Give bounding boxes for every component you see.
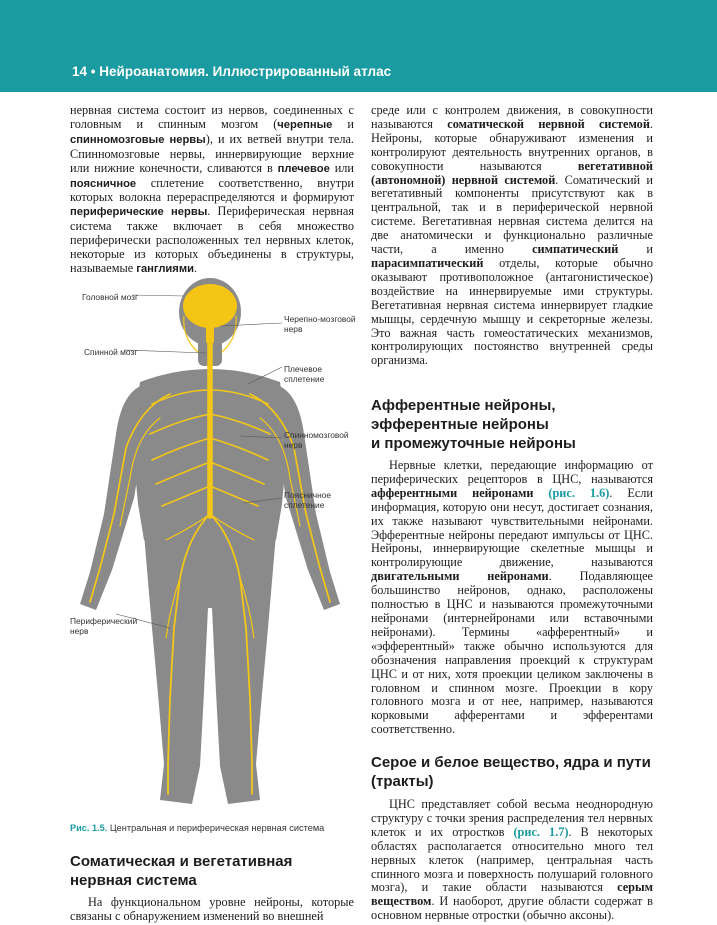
somatic-body	[70, 896, 354, 924]
text-run: вегетативной (автономной) нервной системой	[371, 158, 653, 187]
text-run: отделы, которые обычно оказывают противоположное (антагонистическое) воздействие на иннервируемые ими структуры. Вегетативная нервная система иннервирует гладкие мышцы, сердечную мышцу и секреторные железы. Это важная часть гомеостатических механизмов, контролирующих постоянство внутренней среды организма.	[371, 255, 653, 368]
text-run: (рис. 1.6)	[548, 485, 610, 500]
nervous-system-figure	[70, 278, 360, 818]
heading-afferent-line2: эфферентные нейроны	[371, 416, 549, 433]
text-run: афферентными нейронами	[371, 485, 534, 500]
text-run: ), и их ветвей внутри тела. Спинномозговые нервы, иннервирующие верхние или нижние конечности, сливаются в	[70, 131, 354, 175]
text-run: периферические нервы	[70, 206, 208, 219]
label-peripheral-nerve: Периферический нерв	[70, 616, 138, 636]
text-run: симпатический	[532, 242, 619, 257]
text-run: сплетение соответственно, внутри которых волокна перераспределяются и формируют	[70, 175, 354, 205]
afferent-body	[371, 459, 653, 737]
text-run: соматической нервной системой	[447, 116, 650, 131]
text-run: плечевое	[277, 162, 330, 175]
text-run: парасимпатический	[371, 255, 484, 270]
heading-afferent-line1: Афферентные нейроны,	[371, 397, 556, 414]
caption-number: Рис. 1.5.	[70, 823, 108, 833]
intro-paragraph	[70, 104, 354, 277]
heading-grey-line2: (тракты)	[371, 773, 434, 790]
page-number: 14	[72, 64, 88, 79]
somatic-paragraph	[70, 896, 354, 924]
text-run: нервная система состоит из нервов, соединенных с головным и спинным мозгом (	[70, 103, 354, 131]
heading-afferent	[371, 396, 576, 453]
text-run: . Нейроны, которые обнаруживают изменения и контролируют деятельность внутренних органов, в совокупности называются	[371, 116, 653, 173]
label-spinal-cord: Спинной мозг	[84, 347, 138, 357]
running-header	[72, 64, 391, 79]
page-header	[0, 0, 717, 92]
text-run: Нервные клетки, передающие информацию от периферических рецепторов в ЦНС, называются	[371, 458, 653, 486]
heading-somatic-line1: Соматическая и вегетативная	[70, 853, 293, 870]
label-brachial-plexus: Плечевое сплетение	[284, 364, 325, 384]
text-run: поясничное	[70, 177, 137, 190]
text-run: черепные	[277, 118, 333, 131]
heading-grey-white	[371, 753, 651, 791]
body-illustration	[70, 278, 360, 818]
text-run: среде или с контролем движения, в совокупности называются	[371, 103, 653, 131]
text-run: . Соматический и вегетативный компоненты присутствуют как в центральной, так и в периферической нервной системе. Вегетативная нервная система делится на две анатомически и функционально различные части, а именно	[371, 172, 653, 257]
label-spinal-nerve: Спинномозговой нерв	[284, 430, 349, 450]
label-cranial-nerve: Черепно-мозговой нерв	[284, 314, 356, 334]
text-run: и	[332, 116, 354, 131]
heading-somatic-line2: нервная система	[70, 872, 197, 889]
heading-somatic	[70, 852, 292, 890]
text-run: спинномозговые нервы	[70, 133, 206, 146]
left-column-intro	[70, 104, 354, 277]
text-run: . Если информация, которую они несут, достигает сознания, их также называют чувствительными нейронами. Эфферентные нейроны передают импульсы от ЦНС. Нейроны, иннервирующие скелетные мышцы и контролирующие движение, называются	[371, 485, 654, 570]
caption-text: Центральная и периферическая нервная система	[109, 823, 325, 833]
header-bullet: •	[90, 64, 96, 79]
text-run: или	[329, 160, 354, 175]
label-brain: Головной мозг	[82, 292, 139, 302]
text-run: .	[193, 260, 198, 275]
text-run: и	[618, 242, 653, 257]
text-run: . Подавляющее большинство нейронов, однако, расположены полностью в ЦНС и называются промежуточными нейронами (интернейронами или вставочными нейронами). Термины «афферентный» и «эфферентный» также обычно используются для обозначения направления проекций к структурам ЦНС и от них, хотя проекции целиком заключены в головном и спинном мозге. Проекции в кору головного мозга и от нее, например, называются корковыми афферентами и эфферентами соответственно.	[371, 569, 653, 737]
text-run: (рис. 1.7)	[513, 824, 569, 839]
heading-grey-line1: Серое и белое вещество, ядра и пути	[371, 754, 651, 771]
grey-body	[371, 798, 653, 923]
text-run: . И наоборот, другие области содержат в основном нервные отростки (обычно аксоны).	[371, 894, 653, 923]
text-run: На функциональном уровне нейроны, которые связаны с обнаружением изменений во внешней	[70, 895, 354, 923]
text-run: ЦНС представляет собой весьма неоднородную структуру с точки зрения распределения тел нервных клеток и их отростков	[371, 797, 653, 839]
right-column-top	[371, 104, 653, 368]
heading-afferent-line3: и промежуточные нейроны	[371, 435, 576, 452]
autonomic-paragraph	[371, 104, 653, 368]
afferent-paragraph	[371, 459, 653, 737]
running-title: Нейроанатомия. Иллюстрированный атлас	[99, 64, 392, 79]
label-lumbar-plexus: Поясничное сплетение	[284, 490, 332, 510]
text-run: ганглиями	[136, 262, 194, 275]
figure-caption	[70, 823, 370, 833]
text-run: . Периферическая нервная система также включает в себя множество периферически расположенных тел нервных клеток, некоторые из которых объединены в структуры, называемые	[70, 204, 354, 275]
text-run	[533, 486, 548, 500]
grey-paragraph	[371, 798, 653, 923]
text-run: двигательными нейронами	[371, 569, 549, 584]
text-run: серым веществом	[371, 880, 653, 909]
text-run: . В некоторых областях располагается относительно много тел нервных клеток (например, центральная часть спинного мозга и поверхность полушарий головного мозга), и такие области называются	[371, 824, 654, 895]
